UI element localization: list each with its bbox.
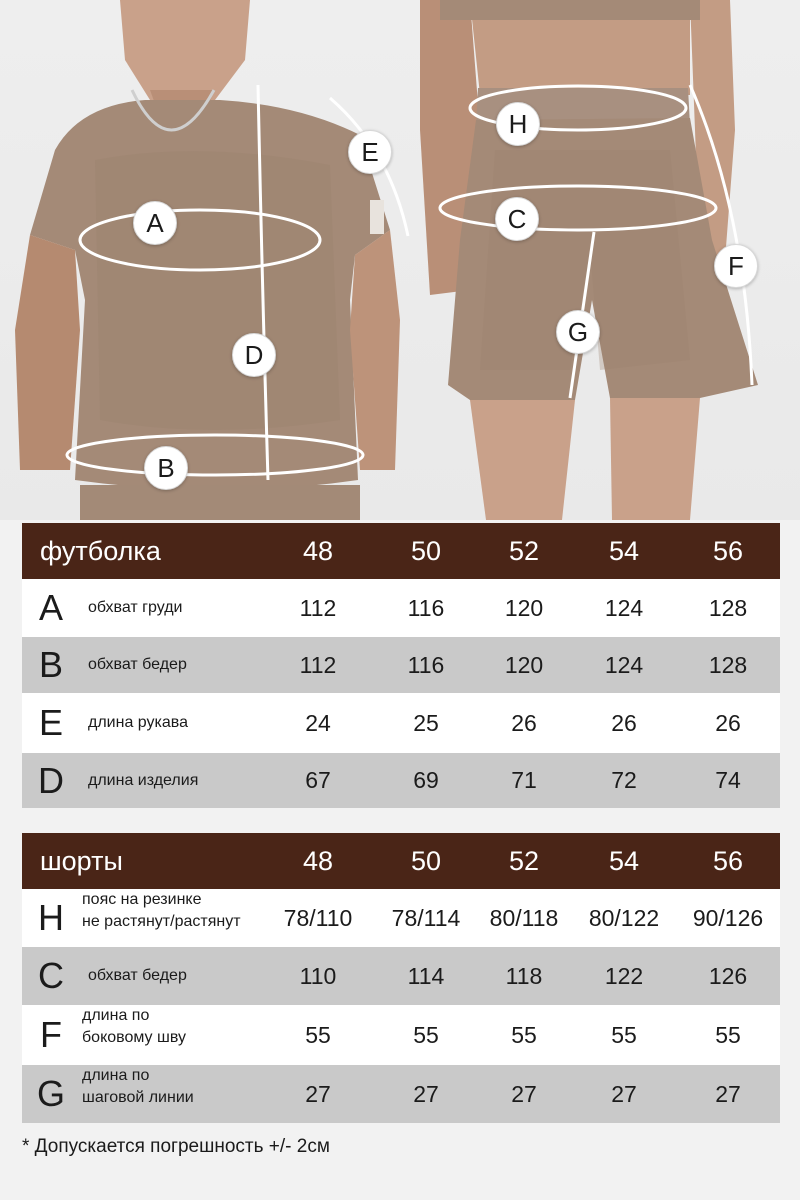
table-cell: 124 [604,594,644,621]
table-cell: 55 [611,1021,637,1048]
table-row [22,693,780,753]
marker-a: A [133,201,177,245]
table-row [22,889,780,947]
row-label: обхват бедер [88,656,187,673]
row-label-line: шаговой линии [82,1089,194,1106]
tshirt-model [15,0,400,520]
marker-d: D [232,333,276,377]
size-header: 50 [410,845,442,876]
table-cell: 78/110 [283,904,353,931]
row-label-line: длина по [82,1007,150,1024]
shorts-table-header [22,833,780,889]
table-cell: 120 [504,651,544,678]
row-label-line: пояс на резинке [82,891,202,908]
row-letter: F [40,1014,62,1055]
table-cell: 67 [305,767,331,793]
size-header: 56 [712,535,744,566]
row-label [82,1065,194,1123]
size-header: 52 [508,845,540,876]
table-cell: 80/118 [489,904,559,931]
tshirt-table-title: футболка [40,535,161,566]
table-row [22,1065,780,1123]
table-row [22,579,780,637]
table-cell: 26 [511,709,537,736]
size-header: 52 [508,535,540,566]
table-cell: 120 [504,594,544,621]
table-cell: 114 [407,962,445,989]
table-cell: 126 [708,962,748,989]
tshirt-table-header [22,523,780,579]
table-cell: 25 [413,709,439,736]
table-cell: 122 [604,962,644,989]
table-cell: 124 [604,651,644,678]
table-cell: 112 [299,651,337,678]
row-letter: B [38,644,63,685]
marker-g: G [556,310,600,354]
table-cell: 71 [511,767,537,793]
row-label [82,1005,186,1065]
table-cell: 112 [299,594,337,621]
marker-b: B [144,446,188,490]
table-cell: 55 [413,1021,439,1048]
table-cell: 116 [407,651,445,678]
marker-f: F [714,244,758,288]
table-row [22,1005,780,1065]
row-label: обхват бедер [88,967,187,984]
row-label: длина изделия [88,771,199,789]
row-label-line: не растянут/растянут [82,913,241,930]
row-letter: D [38,759,64,801]
tshirt-size-table [22,523,780,808]
table-row [22,637,780,693]
row-label-line: длина по [82,1067,150,1084]
table-cell: 27 [715,1080,741,1107]
table-cell: 26 [611,709,637,736]
table-cell: 24 [305,709,331,736]
tolerance-note: * Допускается погрешность +/- 2см [22,1136,330,1157]
row-letter: A [38,587,63,628]
model-illustration [0,0,800,520]
table-row [22,947,780,1005]
table-cell: 55 [715,1021,741,1048]
table-cell: 80/122 [588,904,660,931]
size-header: 48 [302,845,334,876]
product-photo [0,0,800,520]
table-cell: 90/126 [692,904,764,931]
size-header: 54 [608,535,640,566]
table-cell: 118 [505,962,543,989]
marker-h: H [496,102,540,146]
table-cell: 110 [299,962,337,989]
table-cell: 128 [708,594,748,621]
table-cell: 55 [305,1021,331,1048]
table-cell: 74 [715,767,741,793]
row-label: обхват груди [88,599,183,616]
size-header: 54 [608,845,640,876]
table-cell: 128 [708,651,748,678]
table-cell: 27 [511,1080,537,1107]
size-header: 48 [302,535,334,566]
table-cell: 78/114 [391,904,461,931]
row-label [82,889,241,947]
table-cell: 69 [413,767,439,793]
marker-c: C [495,197,539,241]
size-header: 56 [712,845,744,876]
size-header: 50 [410,535,442,566]
table-cell: 27 [413,1080,439,1107]
table-cell: 26 [715,709,741,736]
row-label: длина рукава [88,714,188,731]
row-label-line: боковому шву [82,1029,186,1046]
row-letter: H [38,897,64,938]
row-letter: E [38,702,63,743]
shorts-table-title: шорты [40,845,123,876]
table-cell: 72 [611,767,637,793]
table-cell: 27 [611,1080,637,1107]
shorts-size-table [22,833,780,1123]
row-letter: C [38,955,64,996]
table-cell: 27 [305,1080,331,1107]
table-row [22,753,780,808]
row-letter: G [36,1073,65,1114]
table-cell: 55 [511,1021,537,1048]
marker-e: E [348,130,392,174]
table-cell: 116 [407,594,445,621]
